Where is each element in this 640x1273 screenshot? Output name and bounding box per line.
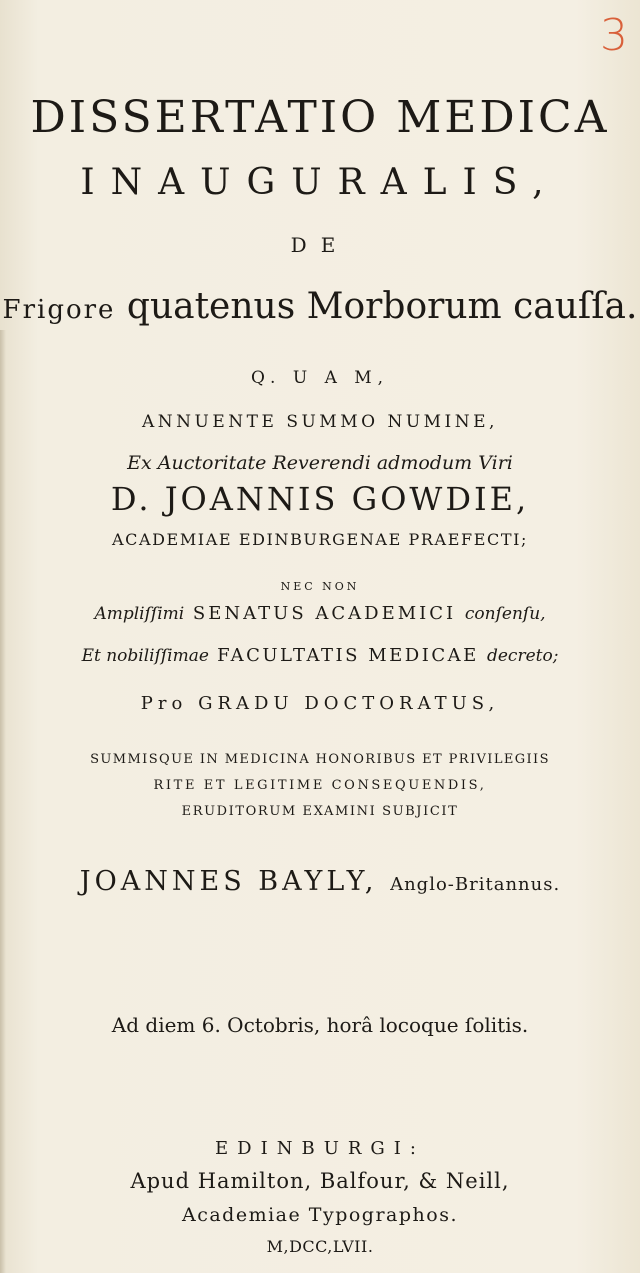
- gradu-line: Pro GRADU DOCTORATUS,: [140, 693, 500, 714]
- title-subject-smallcaps: Frigore: [2, 295, 116, 325]
- auctoritate-line: Ex Auctoritate Reverendi admodum Viri: [127, 452, 513, 474]
- senatus-main: SENATUS ACADEMICI: [192, 603, 457, 624]
- senatus-post: conſenſu,: [464, 604, 546, 624]
- facultatis-line: [0, 645, 640, 666]
- page-number: 3: [600, 10, 628, 61]
- author-origin: Anglo-Britannus.: [390, 874, 561, 895]
- submission-line-1: SUMMISQUE IN MEDICINA HONORIBUS ET PRIVILEGIIS: [90, 752, 550, 767]
- title-line-3: DE: [290, 233, 350, 257]
- imprint-city: EDINBURGI:: [215, 1138, 425, 1159]
- senatus-pre: Ampliſſimi: [94, 604, 185, 624]
- imprint-printers: Apud Hamilton, Balfour, & Neill,: [130, 1169, 510, 1193]
- principal-office: ACADEMIAE EDINBURGENAE PRAEFECTI;: [111, 530, 529, 549]
- title-subject-rest: quatenus Morborum cauſſa.: [115, 286, 638, 327]
- facultatis-main: FACULTATIS MEDICAE: [217, 645, 479, 666]
- principal-name: D. JOANNIS GOWDIE,: [110, 480, 530, 518]
- facultatis-pre: Et nobiliſſimae: [81, 646, 209, 666]
- quam-line: Q. U A M,: [250, 368, 390, 388]
- nec-non-line: NEC NON: [280, 580, 360, 593]
- submission-line-3: ERUDITORUM EXAMINI SUBJICIT: [181, 804, 459, 819]
- facultatis-post: decreto;: [486, 646, 559, 666]
- title-line-4: [0, 286, 640, 327]
- author-line: [0, 866, 640, 897]
- senatus-line: [0, 603, 640, 624]
- author-name: JOANNES BAYLY,: [79, 866, 378, 897]
- submission-line-2: RITE ET LEGITIME CONSEQUENDIS,: [153, 778, 487, 793]
- title-line-1: DISSERTATIO MEDICA: [30, 92, 610, 143]
- title-line-2: INAUGURALIS,: [80, 162, 560, 203]
- imprint-year: M,DCC,LVII.: [266, 1237, 374, 1256]
- annuente-line: ANNUENTE SUMMO NUMINE,: [142, 412, 498, 432]
- imprint-role: Academiae Typographos.: [181, 1204, 458, 1226]
- date-line: Ad diem 6. Octobris, horâ locoque ſolitis.: [111, 1013, 529, 1037]
